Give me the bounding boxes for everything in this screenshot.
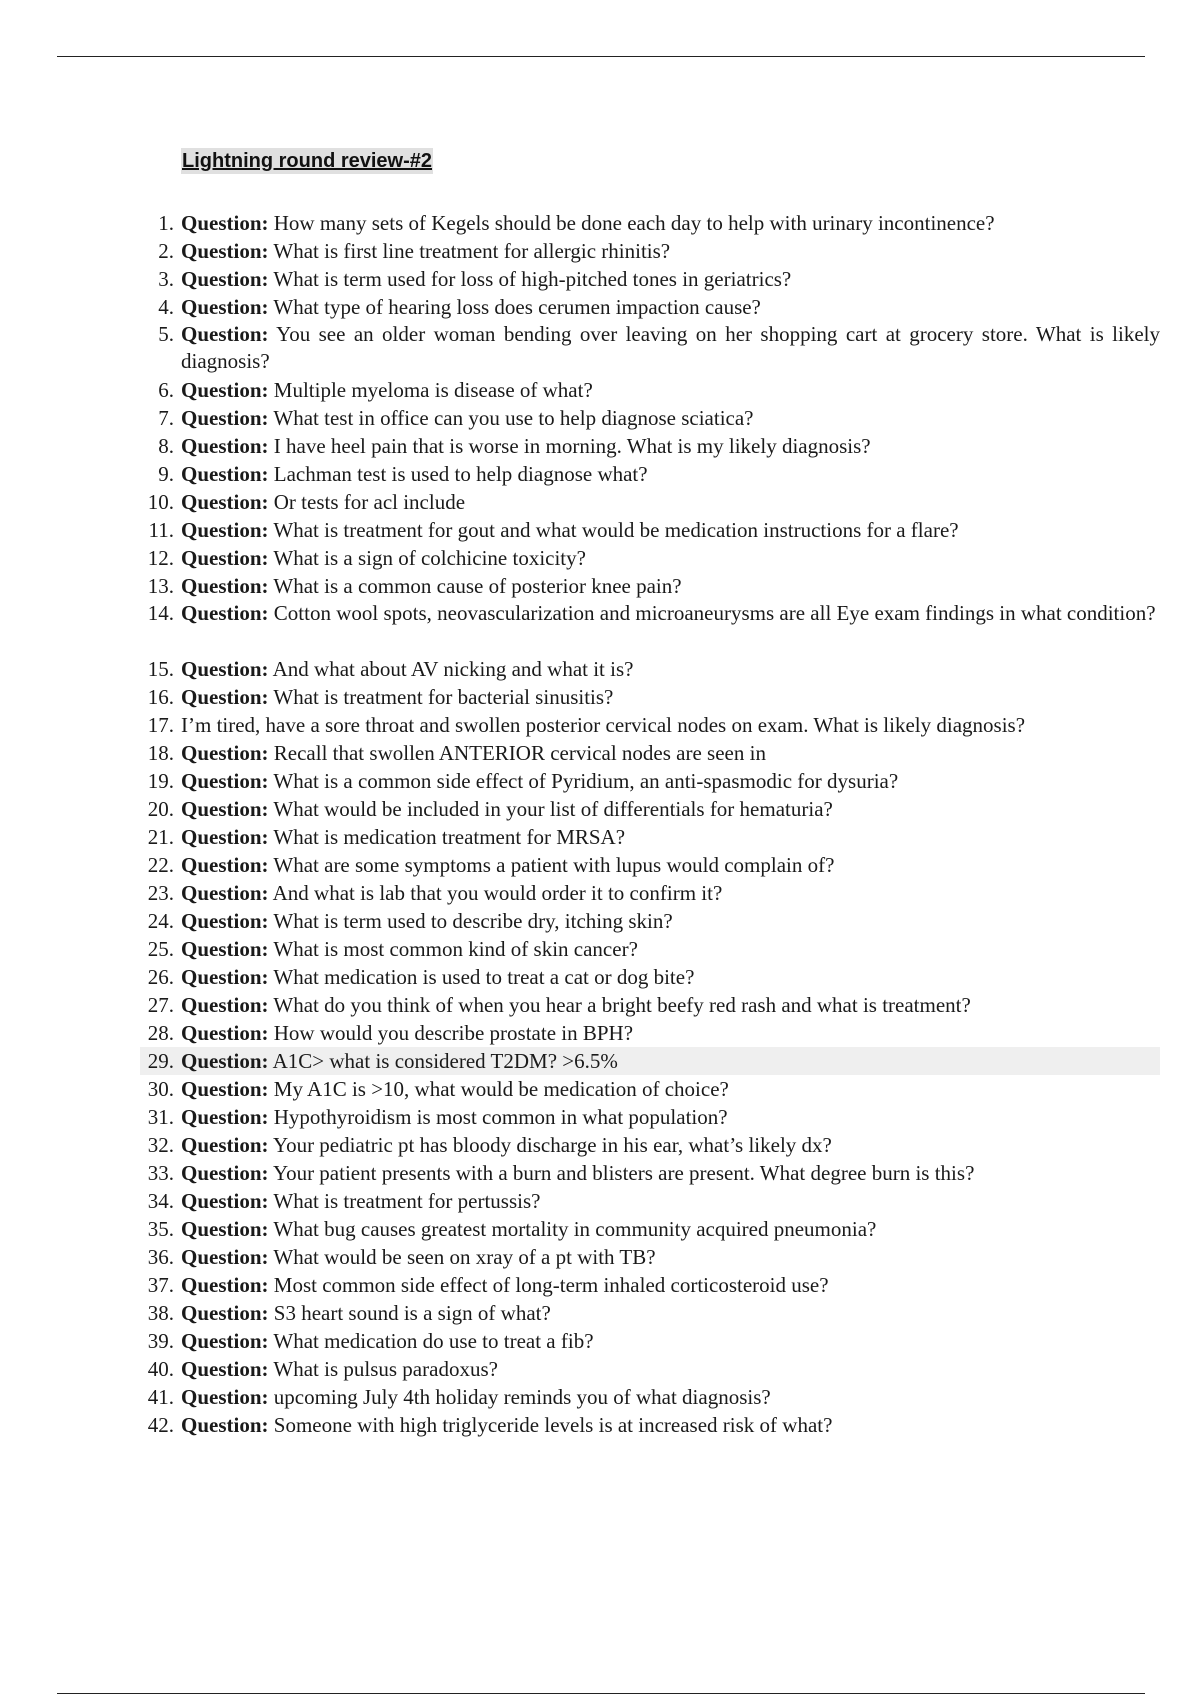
question-item — [140, 1271, 1160, 1299]
question-label: Question: — [181, 462, 269, 486]
question-number: 2. — [158, 239, 174, 263]
question-number: 9. — [158, 462, 174, 486]
question-text: What is medication treatment for MRSA? — [273, 825, 626, 849]
question-label: Question: — [181, 1161, 269, 1185]
question-label: Question: — [181, 657, 269, 681]
question-label: Question: — [181, 1049, 269, 1073]
question-item — [140, 404, 1160, 432]
question-label: Question: — [181, 741, 269, 765]
question-label: Question: — [181, 1273, 269, 1297]
question-label: Question: — [181, 239, 269, 263]
question-text: What is a common side effect of Pyridium, an anti-spasmodic for dysuria? — [273, 769, 899, 793]
question-item — [140, 1383, 1160, 1411]
question-label: Question: — [181, 1105, 269, 1129]
question-item — [140, 432, 1160, 460]
question-text: What is pulsus paradoxus? — [273, 1357, 498, 1381]
question-number: 20. — [147, 797, 174, 821]
question-text: Someone with high triglyceride levels is at increased risk of what? — [273, 1413, 833, 1437]
question-text: Most common side effect of long-term inhaled corticosteroid use? — [273, 1273, 829, 1297]
question-item — [140, 1075, 1160, 1103]
question-text: Recall that swollen ANTERIOR cervical nodes are seen in — [273, 741, 766, 765]
question-text: My A1C is >10, what would be medication of choice? — [273, 1077, 729, 1101]
question-label: Question: — [181, 601, 269, 625]
question-item — [140, 1019, 1160, 1047]
question-item — [140, 739, 1160, 767]
question-number: 4. — [158, 295, 174, 319]
question-text: What is term used for loss of high-pitched tones in geriatrics? — [273, 267, 792, 291]
question-item — [140, 600, 1160, 655]
question-text: What do you think of when you hear a bright beefy red rash and what is treatment? — [273, 993, 971, 1017]
question-item — [140, 907, 1160, 935]
question-item — [140, 1411, 1160, 1439]
question-label: Question: — [181, 685, 269, 709]
question-text: What is first line treatment for allergic rhinitis? — [273, 239, 671, 263]
question-text: Hypothyroidism is most common in what population? — [273, 1105, 728, 1129]
question-item — [140, 1131, 1160, 1159]
question-number: 24. — [147, 909, 174, 933]
question-number: 7. — [158, 406, 174, 430]
question-item — [140, 488, 1160, 516]
question-number: 14. — [147, 601, 174, 625]
question-text: Lachman test is used to help diagnose what? — [273, 462, 648, 486]
question-item — [140, 460, 1160, 488]
question-item — [140, 1103, 1160, 1131]
question-number: 13. — [147, 574, 174, 598]
question-text: What would be seen on xray of a pt with TB? — [273, 1245, 656, 1269]
question-label: Question: — [181, 881, 269, 905]
question-label: Question: — [181, 295, 269, 319]
question-text: What is a common cause of posterior knee pain? — [273, 574, 682, 598]
question-number: 1. — [158, 211, 174, 235]
question-label: Question: — [181, 1077, 269, 1101]
page-title: Lightning round review-#2 — [182, 150, 433, 172]
question-number: 22. — [147, 853, 174, 877]
question-number: 32. — [147, 1133, 174, 1157]
question-item — [140, 516, 1160, 544]
question-number: 8. — [158, 434, 174, 458]
question-label: Question: — [181, 267, 269, 291]
question-item — [140, 963, 1160, 991]
question-label: Question: — [181, 909, 269, 933]
question-text: What test in office can you use to help diagnose sciatica? — [273, 406, 754, 430]
question-item — [140, 1187, 1160, 1215]
question-label: Question: — [181, 1385, 269, 1409]
question-label: Question: — [181, 1217, 269, 1241]
question-list — [140, 209, 1160, 1439]
question-number: 25. — [147, 937, 174, 961]
question-label: Question: — [181, 993, 269, 1017]
question-text: What would be included in your list of differentials for hematuria? — [273, 797, 833, 821]
question-number: 35. — [147, 1217, 174, 1241]
question-item — [140, 293, 1160, 321]
question-number: 27. — [147, 993, 174, 1017]
question-item — [140, 655, 1160, 683]
question-number: 12. — [147, 546, 174, 570]
question-number: 21. — [147, 825, 174, 849]
question-number: 6. — [158, 378, 174, 402]
question-label: Question: — [181, 406, 269, 430]
question-text: What type of hearing loss does cerumen impaction cause? — [273, 295, 761, 319]
question-label: Question: — [181, 825, 269, 849]
question-item — [140, 879, 1160, 907]
question-label: Question: — [181, 490, 269, 514]
question-text: What is term used to describe dry, itching skin? — [273, 909, 673, 933]
question-item — [140, 935, 1160, 963]
question-item — [140, 376, 1160, 404]
question-label: Question: — [181, 965, 269, 989]
question-item — [140, 1243, 1160, 1271]
question-item — [140, 767, 1160, 795]
question-number: 33. — [147, 1161, 174, 1185]
question-label: Question: — [181, 322, 269, 346]
question-number: 11. — [148, 518, 174, 542]
question-number: 42. — [147, 1413, 174, 1437]
question-item — [140, 572, 1160, 600]
question-item — [140, 544, 1160, 572]
question-text: A1C> what is considered T2DM? >6.5% — [272, 1049, 618, 1073]
question-text: Your pediatric pt has bloody discharge in his ear, what’s likely dx? — [273, 1133, 832, 1157]
question-text: I’m tired, have a sore throat and swollen posterior cervical nodes on exam. What is likely diagnosis? — [181, 713, 1026, 737]
question-number: 15. — [147, 657, 174, 681]
question-item — [140, 1299, 1160, 1327]
question-item — [140, 1047, 1160, 1075]
question-item — [140, 851, 1160, 879]
question-text: Cotton wool spots, neovascularization and microaneurysms are all Eye exam findings in what condition? — [273, 601, 1156, 625]
question-text: S3 heart sound is a sign of what? — [273, 1301, 551, 1325]
question-label: Question: — [181, 211, 269, 235]
question-label: Question: — [181, 1329, 269, 1353]
question-item — [140, 237, 1160, 265]
question-number: 34. — [147, 1189, 174, 1213]
question-label: Question: — [181, 937, 269, 961]
question-label: Question: — [181, 769, 269, 793]
question-number: 3. — [158, 267, 174, 291]
question-item — [140, 1327, 1160, 1355]
question-label: Question: — [181, 1133, 269, 1157]
question-number: 41. — [147, 1385, 174, 1409]
question-item — [140, 1159, 1160, 1187]
question-label: Question: — [181, 518, 269, 542]
question-text: What is treatment for bacterial sinusitis? — [273, 685, 614, 709]
question-label: Question: — [181, 434, 269, 458]
question-item — [140, 1215, 1160, 1243]
question-number: 29. — [147, 1049, 174, 1073]
question-number: 40. — [147, 1357, 174, 1381]
question-number: 16. — [147, 685, 174, 709]
question-label: Question: — [181, 1189, 269, 1213]
question-number: 30. — [147, 1077, 174, 1101]
question-text: How many sets of Kegels should be done each day to help with urinary incontinence? — [273, 211, 995, 235]
question-label: Question: — [181, 1245, 269, 1269]
question-number: 10. — [147, 490, 174, 514]
question-label: Question: — [181, 797, 269, 821]
header-rule — [57, 56, 1145, 57]
question-text: upcoming July 4th holiday reminds you of what diagnosis? — [273, 1385, 771, 1409]
question-number: 18. — [147, 741, 174, 765]
question-label: Question: — [181, 546, 269, 570]
question-text: Or tests for acl include — [273, 490, 466, 514]
question-text: I have heel pain that is worse in morning. What is my likely diagnosis? — [273, 434, 871, 458]
question-item — [140, 1355, 1160, 1383]
question-item — [140, 991, 1160, 1019]
question-number: 31. — [147, 1105, 174, 1129]
question-text: How would you describe prostate in BPH? — [273, 1021, 634, 1045]
question-text: What is treatment for pertussis? — [273, 1189, 541, 1213]
question-number: 38. — [147, 1301, 174, 1325]
question-text: What bug causes greatest mortality in community acquired pneumonia? — [273, 1217, 877, 1241]
question-text: Your patient presents with a burn and blisters are present. What degree burn is this? — [273, 1161, 975, 1185]
question-number: 39. — [147, 1329, 174, 1353]
question-item — [140, 823, 1160, 851]
question-number: 23. — [147, 881, 174, 905]
question-text: What is most common kind of skin cancer? — [273, 937, 638, 961]
question-number: 37. — [147, 1273, 174, 1297]
question-label: Question: — [181, 853, 269, 877]
question-text: You see an older woman bending over leaving on her shopping cart at grocery store. What is likely diagnosis? — [181, 322, 1160, 373]
question-text: What is treatment for gout and what would be medication instructions for a flare? — [273, 518, 959, 542]
question-number: 36. — [147, 1245, 174, 1269]
question-number: 19. — [147, 769, 174, 793]
question-text: What medication do use to treat a fib? — [273, 1329, 594, 1353]
question-number: 26. — [147, 965, 174, 989]
question-number: 28. — [147, 1021, 174, 1045]
question-label: Question: — [181, 1357, 269, 1381]
question-item — [140, 321, 1160, 376]
question-item — [140, 209, 1160, 237]
question-label: Question: — [181, 1413, 269, 1437]
question-text: And what about AV nicking and what it is? — [272, 657, 634, 681]
question-text: And what is lab that you would order it to confirm it? — [272, 881, 723, 905]
question-item — [140, 711, 1160, 739]
question-label: Question: — [181, 378, 269, 402]
question-label: Question: — [181, 1021, 269, 1045]
question-number: 5. — [158, 322, 174, 346]
question-item — [140, 795, 1160, 823]
footer-rule — [57, 1693, 1145, 1694]
question-text: What is a sign of colchicine toxicity? — [273, 546, 586, 570]
question-item — [140, 265, 1160, 293]
question-item — [140, 683, 1160, 711]
question-text: Multiple myeloma is disease of what? — [273, 378, 593, 402]
question-text: What medication is used to treat a cat or dog bite? — [273, 965, 695, 989]
question-text: What are some symptoms a patient with lupus would complain of? — [273, 853, 835, 877]
question-number: 17. — [147, 713, 174, 737]
question-label: Question: — [181, 574, 269, 598]
question-label: Question: — [181, 1301, 269, 1325]
